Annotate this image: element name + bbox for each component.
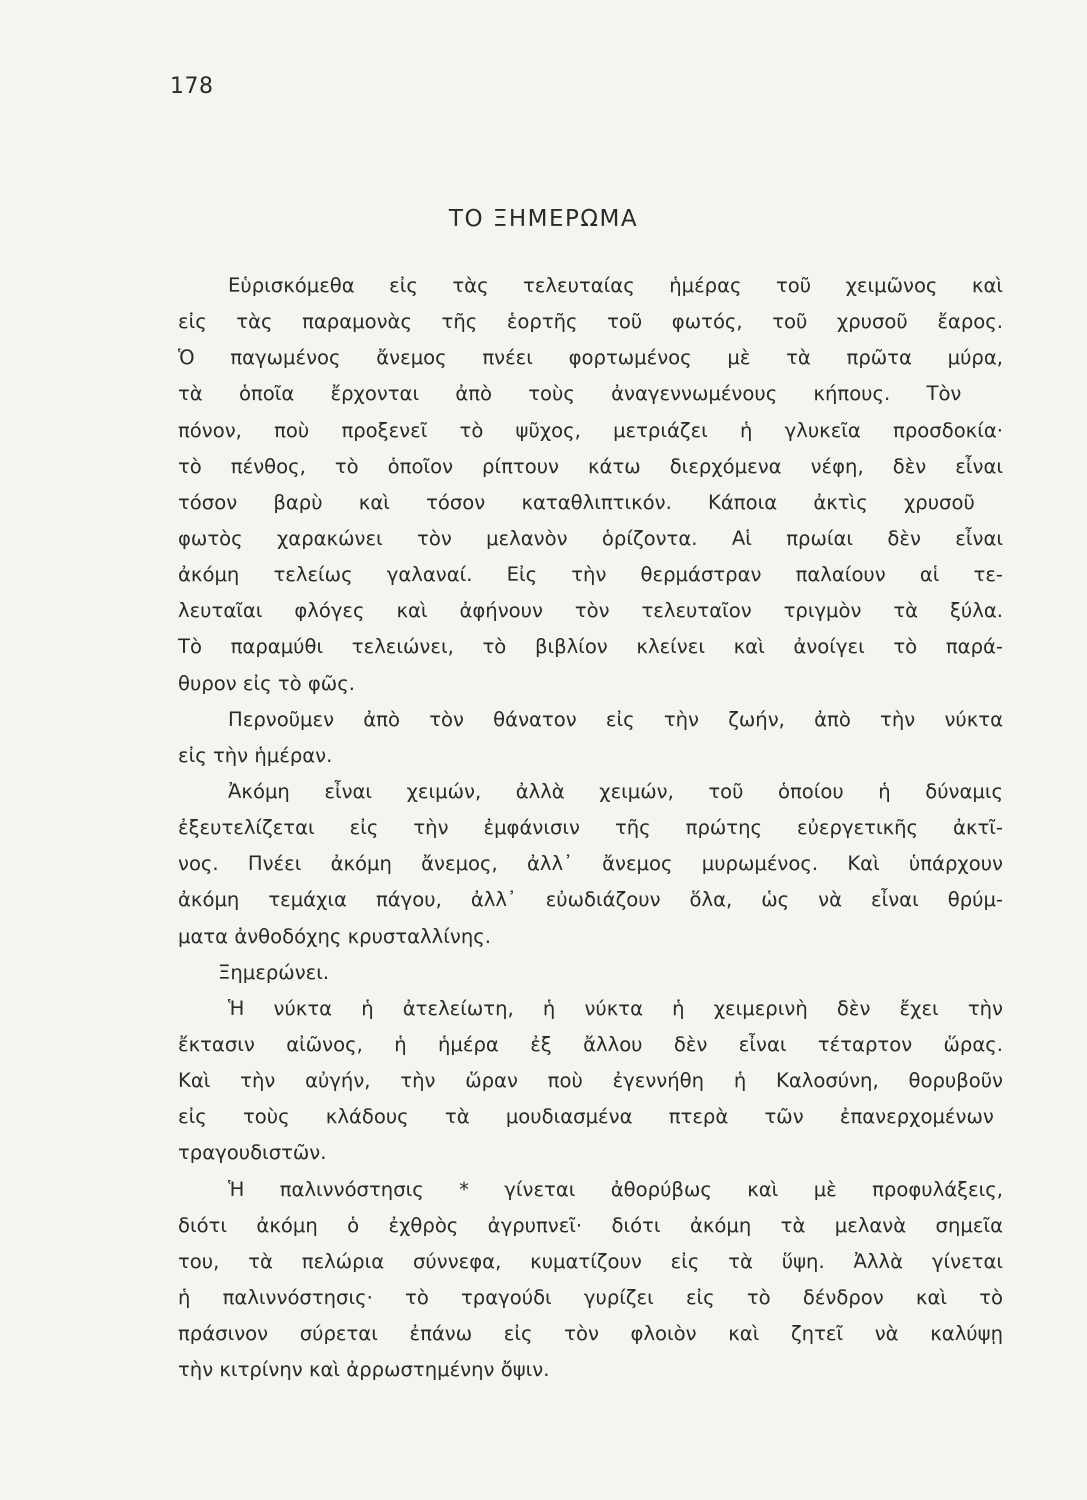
text-line: ἔκτασιν αἰῶνος, ἡ ἡμέρα ἐξ ἄλλου δὲν εἶναι τέταρτον ὥρας. (178, 1032, 1003, 1056)
chapter-title: ΤΟ ΞΗΜΕΡΩΜΑ (448, 206, 639, 232)
text-line: Περνοῦμεν ἀπὸ τὸν θάνατον εἰς τὴν ζωήν, ἀπὸ τὴν νύκτα (228, 707, 1003, 731)
text-line: τὴν κιτρίνην καὶ ἀρρωστημένην ὄψιν. (178, 1358, 550, 1382)
text-line: τὰ ὁποῖα ἔρχονται ἀπὸ τοὺς ἀναγεννωμένους κήπους. Τὸν (178, 382, 962, 406)
text-line: τραγουδιστῶν. (178, 1141, 327, 1165)
text-line: Ὁ παγωμένος ἄνεμος πνέει φορτωμένος μὲ τὰ πρῶτα μύρα, (178, 346, 1003, 370)
text-line: Ἡ παλιννόστησις * γίνεται ἀθορύβως καὶ μὲ προφυλάξεις, (228, 1177, 1003, 1201)
page-number: 178 (170, 74, 214, 99)
text-line: φωτὸς χαρακώνει τὸν μελανὸν ὁρίζοντα. Αἱ πρωίαι δὲν εἶναι (178, 526, 1003, 550)
text-line: εἰς τὴν ἡμέραν. (178, 743, 333, 767)
text-line: ματα ἀνθοδόχης κρυσταλλίνης. (178, 924, 491, 948)
text-line: τὸ πένθος, τὸ ὁποῖον ρίπτουν κάτω διερχόμενα νέφη, δὲν εἶναι (178, 454, 1003, 478)
text-line: τόσον βαρὺ καὶ τόσον καταθλιπτικόν. Κάποια ἀκτὶς χρυσοῦ (178, 490, 975, 514)
text-line: Εὑρισκόμεθα εἰς τὰς τελευταίας ἡμέρας τοῦ χειμῶνος καὶ (228, 274, 1003, 297)
text-line: θυρον εἰς τὸ φῶς. (178, 671, 355, 695)
text-line: ἀκόμη τελείως γαλαναί. Εἰς τὴν θερμάστραν παλαίουν αἱ τε- (178, 563, 1003, 587)
text-line: ἐξευτελίζεται εἰς τὴν ἐμφάνισιν τῆς πρώτης εὐεργετικῆς ἀκτῖ- (178, 816, 1003, 840)
text-line: λευταῖαι φλόγες καὶ ἀφήνουν τὸν τελευταῖον τριγμὸν τὰ ξύλα. (178, 599, 1003, 623)
text-line: πόνον, ποὺ προξενεῖ τὸ ψῦχος, μετριάζει ἡ γλυκεῖα προσδοκία· (178, 418, 1003, 442)
text-line: Ἡ νύκτα ἡ ἀτελείωτη, ἡ νύκτα ἡ χειμερινὴ δὲν ἔχει τὴν (228, 996, 1003, 1020)
text-line: Ξημερώνει. (218, 960, 330, 984)
body-text (178, 268, 1087, 1388)
text-line: Καὶ τὴν αὐγήν, τὴν ὥραν ποὺ ἐγεννήθη ἡ Καλοσύνη, θορυβοῦν (178, 1069, 1003, 1093)
text-line: Τὸ παραμύθι τελειώνει, τὸ βιβλίον κλείνει καὶ ἀνοίγει τὸ παρά- (178, 635, 1003, 659)
text-line: διότι ἀκόμη ὁ ἐχθρὸς ἀγρυπνεῖ· διότι ἀκόμη τὰ μελανὰ σημεῖα (178, 1213, 1003, 1237)
text-line: Ἀκόμη εἶναι χειμών, ἀλλὰ χειμών, τοῦ ὁποίου ἡ δύναμις (228, 779, 1003, 803)
text-line: εἰς τοὺς κλάδους τὰ μουδιασμένα πτερὰ τῶν ἐπανερχομένων (178, 1105, 994, 1129)
text-line: ἀκόμη τεμάχια πάγου, ἀλλ᾽ εὐωδιάζουν ὅλα, ὡς νὰ εἶναι θρύμ- (178, 888, 1003, 912)
text-line: ἡ παλιννόστησις· τὸ τραγούδι γυρίζει εἰς τὸ δένδρον καὶ τὸ (178, 1285, 1003, 1309)
text-line: πράσινον σύρεται ἐπάνω εἰς τὸν φλοιὸν καὶ ζητεῖ νὰ καλύψῃ (178, 1322, 1003, 1346)
text-line: εἰς τὰς παραμονὰς τῆς ἑορτῆς τοῦ φωτός, τοῦ χρυσοῦ ἔαρος. (178, 310, 1003, 334)
text-line: νος. Πνέει ἀκόμη ἄνεμος, ἀλλ᾽ ἄνεμος μυρωμένος. Καὶ ὑπάρχουν (178, 852, 1003, 876)
text-line: του, τὰ πελώρια σύννεφα, κυματίζουν εἰς τὰ ὕψη. Ἀλλὰ γίνεται (178, 1249, 1003, 1273)
